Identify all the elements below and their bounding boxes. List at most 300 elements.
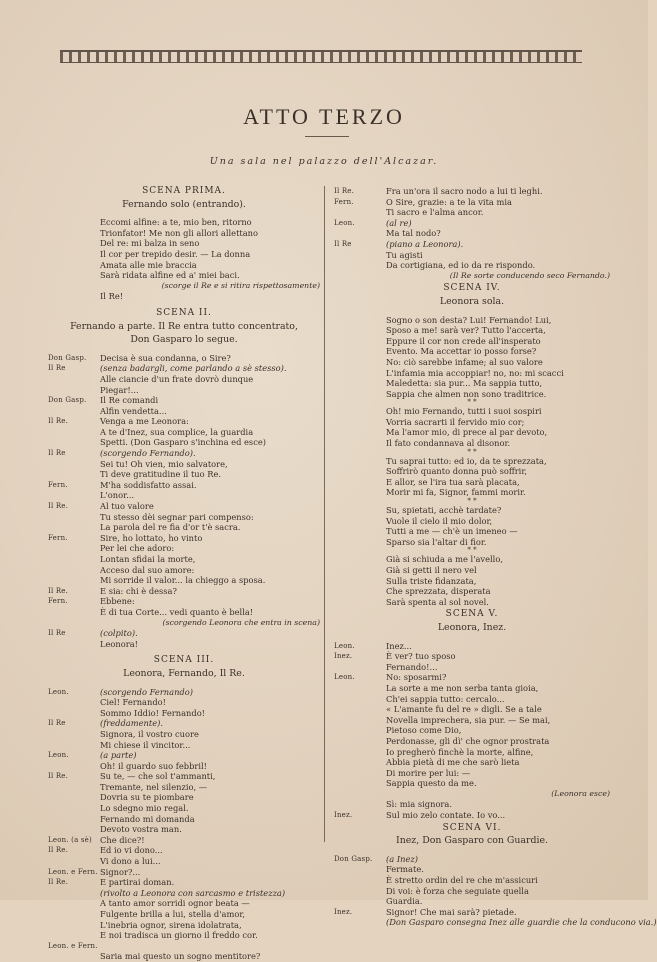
verse-line — [334, 778, 610, 789]
speaker-label — [334, 799, 386, 810]
speaker-label — [48, 270, 100, 281]
speaker-label — [334, 747, 386, 758]
verse-text: Eppure il cor non crede all'insperato — [386, 335, 541, 346]
speaker-label — [334, 516, 386, 527]
scene-heading: SCENA III. — [153, 655, 215, 666]
verse-line — [334, 704, 610, 715]
verse-text: L'inebria ognor, sirena idolatrata, — [100, 919, 242, 930]
verse-text: (scorgendo Fernando). — [100, 448, 196, 459]
verse-line — [48, 490, 320, 501]
cast-line: Leonora sola. — [439, 295, 505, 307]
verse-text: Mi chiese il vincitor... — [100, 739, 191, 750]
verse-line — [334, 715, 610, 726]
verse-text: (Don Gasparo consegna Inez alle guardie che la conducono via.) — [386, 917, 657, 928]
speaker-label — [48, 729, 100, 740]
verse-text: Già si schiuda a me l'avello, — [386, 554, 503, 565]
verse-text: È ver? tuo sposo — [386, 651, 456, 662]
verse-text: Fermate. — [386, 864, 424, 875]
verse-text: E noi tradisca un giorno il freddo cor. — [100, 930, 258, 941]
speaker-label — [48, 554, 100, 565]
cast-line: Fernando solo (entrando). — [122, 198, 246, 210]
verse-text: Pietoso come Dio, — [386, 725, 462, 736]
verse-line — [48, 708, 320, 719]
verse-text: Al tuo valore — [100, 501, 154, 512]
verse-text: O Sire, grazie: a te la vita mia — [386, 196, 512, 207]
verse-text: (piano a Leonora). — [386, 238, 464, 249]
verse-text: L'infamia mia accoppiar! no, no: mi scacci — [386, 367, 564, 378]
verse-text: La sorte a me non serba tanta gioia, — [386, 682, 539, 693]
verse-text: Sul mio zelo contate. Io vo... — [386, 810, 506, 821]
verse-text: (colpito). — [100, 628, 138, 639]
speaker-label — [48, 512, 100, 523]
speaker-label — [48, 565, 100, 576]
speaker-label: Il Re. — [48, 502, 69, 511]
speaker-label — [334, 336, 386, 347]
verse-line — [48, 782, 320, 793]
speaker-label — [334, 554, 386, 565]
scene-heading: SCENA IV. — [443, 283, 501, 294]
verse-text: E partirai doman. — [100, 877, 175, 888]
speaker-label — [334, 725, 386, 736]
speaker-label — [334, 406, 386, 417]
page-title: ATTO TERZO — [243, 104, 405, 129]
verse-line — [48, 554, 320, 565]
verse-text: (freddamente). — [100, 718, 163, 729]
speaker-label — [334, 586, 386, 597]
speaker-label — [334, 715, 386, 726]
speaker-label: Leon. e Fern. — [48, 867, 98, 876]
speaker-label — [48, 260, 100, 271]
verse-line — [334, 186, 610, 197]
speaker-label — [334, 315, 386, 326]
verse-text: Il fato condannava al disonor. — [386, 438, 511, 449]
verse-text: Perdonasse, gli dì' che ognor prostrata — [386, 735, 550, 746]
stage-direction: (Leonora esce) — [551, 788, 610, 798]
speaker-label — [48, 792, 100, 803]
verse-line — [334, 516, 610, 527]
verse-line — [48, 217, 320, 228]
verse-text: Il Re comandi — [100, 395, 159, 406]
verse-line — [334, 641, 610, 652]
verse-text: Novella imprechera, sia pur. — Se mai, — [386, 714, 551, 725]
verse-text: Già si getti il nero vel — [386, 565, 477, 575]
verse-text: Vorria sacrarti il fervido mio cor; — [386, 416, 525, 427]
speaker-label — [334, 466, 386, 477]
verse-text: Sulla triste fidanzata, — [386, 575, 477, 586]
speaker-label — [334, 477, 386, 488]
verse-text: Eccomi alfine: a te, mio ben, ritorno — [100, 217, 252, 228]
cast-line: Leonora, Inez. — [437, 621, 507, 633]
scene-heading: SCENA VI. — [442, 822, 502, 833]
verse-text: Morir mi fa, Signor, fammi morir. — [386, 487, 526, 498]
verse-line — [48, 228, 320, 239]
cast-line: Fernando a parte. Il Re entra tutto concentrato, — [70, 320, 298, 332]
verse-text: Signor?... — [100, 866, 141, 877]
verse-line — [48, 639, 320, 650]
speaker-label: Leon. — [48, 751, 69, 760]
speaker-label — [334, 417, 386, 428]
verse-line — [334, 597, 610, 608]
verse-line — [334, 651, 610, 662]
verse-line — [48, 909, 320, 920]
verse-text: Maledetta: sia pur... Ma sappia tutto, — [386, 378, 543, 389]
verse-line — [48, 385, 320, 396]
speaker-label — [48, 697, 100, 708]
verse-line — [48, 353, 320, 364]
speaker-label — [48, 856, 100, 867]
verse-text: Sposo a me! sarà ver? Tutto l'accerta, — [386, 325, 546, 336]
verse-line — [334, 896, 610, 907]
verse-text: Decisa è sua condanna, o Sire? — [100, 352, 231, 363]
verse-line — [334, 554, 610, 565]
verse-text: Su, spietati, acchè tardate? — [386, 505, 502, 516]
verse-line — [48, 920, 320, 931]
verse-text: Sogno o son desta? Lui! Fernando! Lui, — [386, 314, 552, 325]
verse-line — [334, 576, 610, 587]
verse-line — [334, 406, 610, 417]
speaker-label: Leon. — [48, 687, 69, 696]
verse-line — [48, 607, 320, 618]
verse-line — [334, 662, 610, 673]
verse-line — [334, 239, 610, 250]
verse-line — [48, 374, 320, 385]
verse-line — [48, 941, 320, 952]
stage-direction: (Il Re sorte conducendo seco Fernando.) — [449, 270, 610, 280]
verse-line — [48, 427, 320, 438]
verse-text: È stretto ordin del re che m'assicuri — [386, 875, 538, 886]
stage-direction: (scorge il Re e si ritira rispettosamente) — [161, 280, 320, 290]
speaker-label — [48, 782, 100, 793]
speaker-label — [48, 639, 100, 650]
speaker-label — [334, 346, 386, 357]
verse-line — [48, 459, 320, 470]
speaker-label: Il Re. — [48, 772, 69, 781]
verse-text: Devoto vostra man. — [100, 824, 182, 835]
speaker-label — [48, 374, 100, 385]
verse-line — [334, 315, 610, 326]
verse-line — [334, 336, 610, 347]
stage-direction: (scorgendo Leonora che entra in scena) — [162, 617, 320, 627]
decorative-border — [60, 50, 582, 63]
verse-text: Fernando!... — [386, 661, 438, 672]
speaker-label — [48, 249, 100, 260]
speaker-label — [334, 565, 386, 576]
speaker-label — [334, 704, 386, 715]
verse-line — [334, 886, 610, 897]
verse-line — [334, 250, 610, 261]
verse-line — [48, 792, 320, 803]
verse-text: Ti deve gratitudine il tuo Re. — [100, 469, 222, 480]
verse-text: Ed io vi dono... — [100, 845, 163, 856]
speaker-label: Il Re — [48, 719, 66, 728]
verse-line — [334, 427, 610, 438]
column-divider — [324, 186, 325, 842]
verse-line — [48, 363, 320, 374]
speaker-label — [334, 505, 386, 516]
speaker-label: Fern. — [48, 533, 68, 542]
scene-setting: Una sala nel palazzo dell'Alcazar. — [209, 156, 439, 167]
cast-line: Inez, Don Gasparo con Guardie. — [396, 835, 548, 847]
verse-line — [334, 228, 610, 239]
verse-text: Sappia che almen non sono traditrice. — [386, 388, 547, 399]
verse-line — [334, 810, 610, 821]
speaker-label — [334, 864, 386, 875]
speaker-label — [48, 238, 100, 249]
speaker-label — [48, 930, 100, 941]
verse-text: E sia: chi è dessa? — [100, 585, 177, 596]
verse-text: Trionfator! Me non gli allori allettano — [100, 227, 259, 238]
verse-text — [100, 941, 320, 952]
verse-line — [48, 888, 320, 899]
speaker-label — [334, 325, 386, 336]
speaker-label — [48, 490, 100, 501]
verse-text: Alfin vendetta... — [100, 405, 167, 416]
verse-text: Spetti. (Don Gasparo s'inchina ed esce) — [100, 437, 266, 448]
verse-line — [334, 197, 610, 208]
verse-text: Sommo Iddio! Fernando! — [100, 707, 206, 718]
verse-line — [334, 466, 610, 477]
speaker-label — [48, 469, 100, 480]
left-column — [48, 184, 320, 962]
verse-text: E allor, se l'ira tua sarà placata, — [386, 476, 520, 487]
speaker-label — [334, 260, 386, 271]
verse-line — [334, 346, 610, 357]
verse-text: Ch'ei sappia tutto: cercalo... — [386, 693, 505, 704]
verse-line — [48, 512, 320, 523]
verse-text: Abbia pietà di me che sarò lieta — [386, 757, 520, 768]
verse-line — [48, 803, 320, 814]
speaker-label: Il Re. — [334, 187, 355, 195]
verse-text: Guardia. — [386, 896, 423, 907]
verse-text: Fra un'ora il sacro nodo a lui ti leghi. — [386, 186, 543, 196]
verse-line — [48, 501, 320, 512]
verse-line — [48, 951, 320, 962]
verse-text: Fernando mi domanda — [100, 813, 195, 824]
verse-line — [48, 480, 320, 491]
verse-line — [334, 218, 610, 229]
verse-text: (al re) — [386, 217, 412, 228]
asterism: * * — [467, 497, 477, 506]
verse-text: Fulgente brilla a lui, stella d'amor, — [100, 909, 246, 919]
speaker-label: Il Re. — [48, 846, 69, 855]
verse-text: Venga a me Leonora: — [100, 416, 189, 427]
verse-text: L'onor... — [100, 490, 135, 501]
verse-line — [48, 718, 320, 729]
speaker-label — [334, 378, 386, 389]
speaker-label — [48, 437, 100, 448]
speaker-label — [48, 888, 100, 899]
verse-line — [48, 697, 320, 708]
speaker-label: Leon. — [334, 641, 355, 650]
verse-line — [48, 543, 320, 554]
verse-text: Di morire per lui: — — [386, 767, 471, 778]
verse-line — [334, 736, 610, 747]
verse-line — [48, 395, 320, 406]
speaker-label — [48, 920, 100, 931]
speaker-label — [334, 736, 386, 747]
verse-line — [48, 856, 320, 867]
verse-line — [334, 694, 610, 705]
verse-text: È di tua Corte... vedi quanto è bella! — [100, 606, 254, 617]
speaker-label — [48, 824, 100, 835]
speaker-label: Don Gasp. — [48, 353, 87, 362]
verse-text: A tanto amor sorridi ognor beata — — [100, 898, 250, 909]
verse-line — [334, 768, 610, 779]
speaker-label — [48, 803, 100, 814]
verse-text: Vuole il cielo il mio dolor, — [386, 515, 493, 526]
speaker-label: Leon. e Fern. — [48, 941, 98, 950]
verse-text: M'ha soddisfatto assai. — [100, 479, 197, 490]
verse-text: Che sprezzata, disperata — [386, 586, 491, 597]
verse-line — [334, 378, 610, 389]
verse-text: Il cor per trepido desir. — La donna — [100, 248, 251, 259]
verse-text: Signora, il vostro cuore — [100, 728, 199, 739]
verse-text: Tremante, nel silenzio, — — [100, 781, 208, 792]
verse-line — [48, 596, 320, 607]
verse-text: Io pregherò finchè la morte, alfine, — [386, 746, 534, 757]
verse-line — [334, 357, 610, 368]
verse-line — [334, 505, 610, 516]
speaker-label: Leon. — [334, 673, 355, 682]
verse-text: Saria mai questo un sogno mentitore? — [100, 951, 261, 962]
speaker-label — [334, 389, 386, 400]
verse-text: Da cortigiana, ed io da re rispondo. — [386, 260, 536, 271]
speaker-label: Il Re — [48, 364, 66, 373]
verse-text: Soffrirò quanto donna può soffrir, — [386, 466, 528, 477]
verse-line — [48, 533, 320, 544]
speaker-label — [334, 576, 386, 587]
verse-line — [48, 867, 320, 878]
verse-text: Ma l'amor mio, di prece al par devoto, — [386, 427, 548, 438]
verse-text: Che dice?! — [100, 834, 145, 845]
cast-line: Leonora, Fernando, Il Re. — [123, 667, 245, 679]
verse-text: Per lei che adoro: — [100, 543, 175, 554]
speaker-label — [334, 526, 386, 537]
verse-text: Sarà spenta al sol novel. — [386, 596, 489, 607]
speaker-label — [48, 291, 100, 302]
verse-line — [48, 750, 320, 761]
verse-line — [334, 526, 610, 537]
speaker-label: Don Gasp. — [334, 854, 373, 863]
verse-line — [334, 417, 610, 428]
speaker-label — [334, 917, 386, 928]
verse-text: (scorgendo Fernando) — [100, 686, 193, 697]
asterism: * * — [467, 447, 477, 456]
verse-text: Evento. Ma accettar io posso forse? — [386, 346, 537, 357]
verse-text: Di voi: è forza che seguiate quella — [386, 885, 529, 896]
speaker-label — [334, 357, 386, 368]
verse-line — [334, 907, 610, 918]
speaker-label: Fern. — [334, 197, 354, 206]
verse-text: Sei tu! Oh vien, mio salvatore, — [100, 458, 228, 469]
verse-line — [334, 854, 610, 865]
verse-text: A te d'Inez, sua complice, la guardia — [100, 426, 254, 437]
verse-text: « L'amante fu del re » digli. Se a tale — [386, 704, 542, 715]
right-column — [334, 186, 657, 928]
speaker-label — [48, 814, 100, 825]
verse-line — [48, 586, 320, 597]
verse-text: Del re: mi balza in seno — [100, 238, 200, 249]
verse-line — [334, 875, 610, 886]
title-rule — [305, 136, 349, 137]
speaker-label — [334, 438, 386, 449]
verse-line — [48, 845, 320, 856]
speaker-label: Il Re. — [48, 878, 69, 887]
verse-line — [334, 725, 610, 736]
speaker-label: Il Re. — [48, 586, 69, 595]
speaker-label — [48, 385, 100, 396]
verse-text: Oh! il guardo suo febbril! — [100, 760, 208, 771]
verse-text: Il Re! — [100, 291, 124, 302]
speaker-label — [334, 250, 386, 261]
verse-line — [48, 824, 320, 835]
verse-line — [48, 761, 320, 772]
verse-line — [48, 522, 320, 533]
verse-text: Su te, — che sol t'ammanti, — [100, 771, 216, 782]
speaker-label — [334, 228, 386, 239]
verse-text: La parola del re fia d'or t'è sacra. — [100, 522, 241, 533]
verse-line — [334, 565, 610, 576]
verse-line — [48, 260, 320, 271]
speaker-label: Fern. — [48, 480, 68, 489]
verse-text: Signor! Che mai sarà? pietade. — [386, 906, 517, 917]
verse-line — [334, 368, 610, 379]
verse-text: Inez... — [386, 640, 412, 651]
speaker-label: Il Re — [48, 629, 66, 638]
verse-text: Tutti a me — ch'è un imeneo — — [386, 526, 518, 537]
speaker-label — [48, 575, 100, 586]
speaker-label: Il Re — [334, 239, 352, 248]
speaker-label: Il Re — [48, 449, 66, 458]
verse-text: (senza badargli, come parlando a sè stesso). — [100, 363, 287, 374]
verse-line — [334, 325, 610, 336]
speaker-label — [334, 886, 386, 897]
speaker-label — [48, 406, 100, 417]
verse-text: Sparso sia l'altar di fior. — [386, 536, 487, 547]
verse-text: Ebbene: — [100, 596, 135, 607]
speaker-label: Inez. — [334, 811, 353, 820]
verse-line — [334, 456, 610, 467]
verse-line — [48, 628, 320, 639]
verse-text: Dovria su te piombare — [100, 792, 194, 803]
verse-text: (a parte) — [100, 750, 137, 761]
verse-line — [48, 575, 320, 586]
scene-heading: SCENA V. — [445, 609, 499, 620]
verse-text: (a Inez) — [386, 853, 418, 864]
verse-line — [334, 799, 610, 810]
speaker-label — [48, 951, 100, 962]
verse-text: Ti sacro e l'alma ancor. — [386, 207, 484, 218]
verse-text: Oh! mio Fernando, tutti i suoi sospiri — [386, 406, 542, 417]
verse-line — [48, 270, 320, 281]
speaker-label — [334, 768, 386, 779]
speaker-label — [334, 368, 386, 379]
speaker-label — [48, 543, 100, 554]
speaker-label — [334, 597, 386, 608]
speaker-label — [334, 456, 386, 467]
verse-text: Lo sdegno mio regal. — [100, 803, 189, 814]
verse-text: (rivolto a Leonora con sarcasmo e tristezza) — [100, 887, 286, 898]
verse-line — [334, 260, 610, 271]
verse-text: Sarà ridata alfine ed a' miei baci. — [100, 270, 240, 281]
speaker-label: Fern. — [48, 597, 68, 606]
verse-text: Ciel! Fernando! — [100, 697, 166, 708]
verse-text: No: sposarmi? — [386, 672, 447, 683]
verse-text: Leonora! — [100, 638, 139, 649]
speaker-label — [48, 607, 100, 618]
verse-text: Sappia questo da me. — [386, 778, 477, 789]
verse-text: Mi sorride il valor... la chieggo a sposa. — [100, 575, 266, 586]
